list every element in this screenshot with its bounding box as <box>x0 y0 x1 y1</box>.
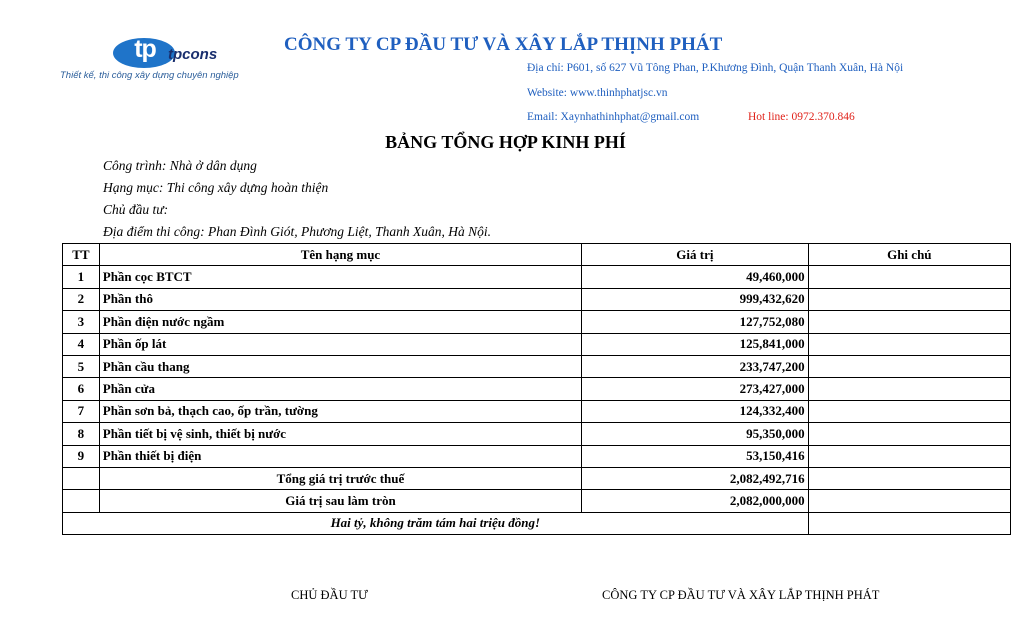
row-note <box>808 311 1010 333</box>
info-project: Công trình: Nhà ở dân dụng <box>103 158 257 173</box>
header-note: Ghi chú <box>808 244 1010 266</box>
row-tt: 6 <box>63 378 100 400</box>
row-name: Phần thô <box>99 288 581 310</box>
logo-tagline: Thiết kế, thi công xây dựng chuyên nghiệp <box>60 70 239 81</box>
row-tt: 5 <box>63 355 100 377</box>
row-value: 273,427,000 <box>582 378 808 400</box>
header-name: Tên hạng mục <box>99 244 581 266</box>
total-value: 2,082,492,716 <box>582 467 808 489</box>
total-note <box>808 467 1010 489</box>
in-words-note <box>808 512 1010 534</box>
rounded-note <box>808 490 1010 512</box>
row-name: Phần tiết bị vệ sinh, thiết bị nước <box>99 423 581 445</box>
row-value: 49,460,000 <box>582 266 808 288</box>
table-row <box>63 445 1011 467</box>
company-hotline: Hot line: 0972.370.846 <box>748 111 855 123</box>
table-row <box>63 423 1011 445</box>
total-label: Tổng giá trị trước thuế <box>99 467 581 489</box>
rounded-value: 2,082,000,000 <box>582 490 808 512</box>
table-row <box>63 355 1011 377</box>
row-tt: 9 <box>63 445 100 467</box>
rounded-tt <box>63 490 100 512</box>
company-name: CÔNG TY CP ĐẦU TƯ VÀ XÂY LẮP THỊNH PHÁT <box>284 34 723 55</box>
table-row <box>63 266 1011 288</box>
row-tt: 3 <box>63 311 100 333</box>
table-row <box>63 333 1011 355</box>
row-value: 53,150,416 <box>582 445 808 467</box>
row-note <box>808 445 1010 467</box>
row-note <box>808 423 1010 445</box>
info-item: Hạng mục: Thi công xây dựng hoàn thiện <box>103 180 329 195</box>
row-tt: 4 <box>63 333 100 355</box>
row-tt: 2 <box>63 288 100 310</box>
row-name: Phần điện nước ngầm <box>99 311 581 333</box>
row-value: 124,332,400 <box>582 400 808 422</box>
amount-in-words: Hai tỷ, không trăm tám hai triệu đồng! <box>63 512 809 534</box>
row-tt: 7 <box>63 400 100 422</box>
table-row <box>63 288 1011 310</box>
row-note <box>808 266 1010 288</box>
signature-owner: CHỦ ĐẦU TƯ <box>291 588 368 602</box>
row-note <box>808 355 1010 377</box>
company-email: Email: Xaynhathinhphat@gmail.com <box>527 111 700 123</box>
row-name: Phần ốp lát <box>99 333 581 355</box>
budget-table <box>62 243 1011 535</box>
table-row <box>63 378 1011 400</box>
document-title: BẢNG TỔNG HỢP KINH PHÍ <box>385 132 626 152</box>
row-name: Phần sơn bả, thạch cao, ốp trần, tường <box>99 400 581 422</box>
row-name: Phần thiết bị điện <box>99 445 581 467</box>
rounded-row <box>63 490 1011 512</box>
total-row <box>63 467 1011 489</box>
row-note <box>808 288 1010 310</box>
signature-contractor: CÔNG TY CP ĐẦU TƯ VÀ XÂY LẮP THỊNH PHÁT <box>602 588 880 602</box>
row-value: 95,350,000 <box>582 423 808 445</box>
row-note <box>808 333 1010 355</box>
row-note <box>808 400 1010 422</box>
header-value: Giá trị <box>582 244 808 266</box>
total-tt <box>63 467 100 489</box>
row-value: 233,747,200 <box>582 355 808 377</box>
header-tt: TT <box>63 244 100 266</box>
row-value: 999,432,620 <box>582 288 808 310</box>
row-tt: 1 <box>63 266 100 288</box>
row-name: Phần cọc BTCT <box>99 266 581 288</box>
table-row <box>63 311 1011 333</box>
row-note <box>808 378 1010 400</box>
logo-name: tpcons <box>168 46 218 63</box>
table-header-row <box>63 244 1011 266</box>
row-name: Phần cửa <box>99 378 581 400</box>
company-website: Website: www.thinhphatjsc.vn <box>527 87 668 99</box>
logo-mark-text: tp <box>134 35 156 63</box>
row-value: 127,752,080 <box>582 311 808 333</box>
row-value: 125,841,000 <box>582 333 808 355</box>
row-tt: 8 <box>63 423 100 445</box>
company-address: Địa chỉ: P601, số 627 Vũ Tông Phan, P.Khương Đình, Quận Thanh Xuân, Hà Nội <box>527 62 904 74</box>
info-owner: Chủ đầu tư: <box>103 202 169 217</box>
in-words-row <box>63 512 1011 534</box>
row-name: Phần cầu thang <box>99 355 581 377</box>
rounded-label: Giá trị sau làm tròn <box>99 490 581 512</box>
company-logo <box>60 36 260 88</box>
info-location: Địa điểm thi công: Phan Đình Giót, Phương Liệt, Thanh Xuân, Hà Nội. <box>103 224 492 239</box>
table-row <box>63 400 1011 422</box>
